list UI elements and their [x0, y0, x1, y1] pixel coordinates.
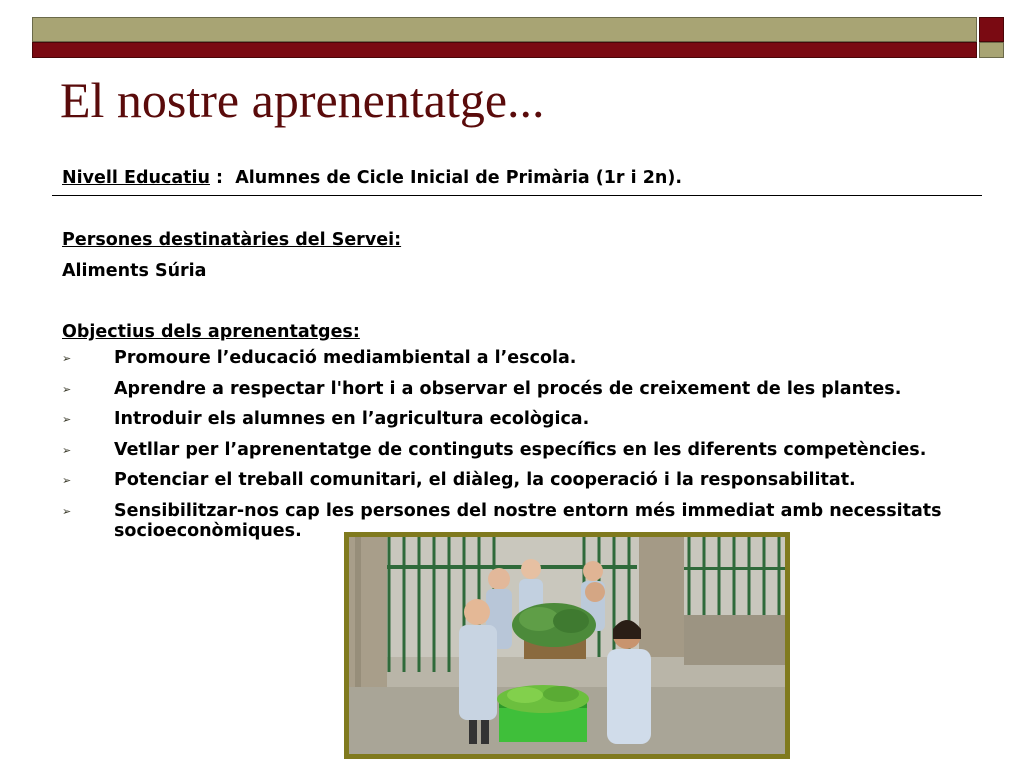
- arrow-bullet-icon: ➢: [62, 443, 72, 457]
- list-item: [62, 379, 1002, 399]
- nivell-separator: :: [209, 168, 236, 188]
- divider-line: [52, 195, 982, 196]
- list-item-text: Vetllar per l’aprenentatge de continguts específics en les diferents competències.: [114, 439, 927, 460]
- list-item: [62, 440, 1002, 460]
- header-square-olive: [979, 42, 1004, 58]
- slide-title: El nostre aprenentatge...: [60, 72, 545, 128]
- photo-frame: [344, 532, 790, 759]
- list-item-text: Aprendre a respectar l'hort i a observar el procés de creixement de les plantes.: [114, 378, 902, 399]
- list-item: [62, 348, 1002, 368]
- arrow-bullet-icon: ➢: [62, 504, 72, 518]
- destinataries-heading: Persones destinatàries del Servei:: [62, 230, 402, 250]
- list-item: [62, 470, 1002, 490]
- header-bar-olive: [32, 17, 977, 42]
- children-with-vegetables-image: [349, 537, 785, 754]
- nivell-value: Alumnes de Cicle Inicial de Primària (1r i 2n).: [235, 168, 683, 188]
- objectius-list: [62, 348, 1002, 551]
- arrow-bullet-icon: ➢: [62, 474, 72, 487]
- nivell-line: [62, 167, 682, 189]
- destinataries-value: Aliments Súria: [62, 261, 207, 281]
- list-item-text: Potenciar el treball comunitari, el diàleg, la cooperació i la responsabilitat.: [114, 470, 856, 490]
- arrow-bullet-icon: ➢: [62, 413, 72, 426]
- list-item-text: Sensibilitzar-nos cap les persones del nostre entorn més immediat amb necessitats socioeconòmiques.: [114, 500, 942, 541]
- list-item-text: Promoure l’educació mediambiental a l’escola.: [114, 348, 577, 368]
- objectius-heading: Objectius dels aprenentatges:: [62, 322, 360, 342]
- list-item: [62, 409, 1002, 429]
- school-garden-photo: [349, 537, 785, 754]
- nivell-label: Nivell Educatiu: [62, 168, 210, 188]
- list-item-text: Introduir els alumnes en l’agricultura ecològica.: [114, 409, 590, 429]
- header-bar-red: [32, 42, 977, 58]
- header-square-red: [979, 17, 1004, 42]
- arrow-bullet-icon: ➢: [62, 382, 72, 396]
- arrow-bullet-icon: ➢: [62, 352, 72, 365]
